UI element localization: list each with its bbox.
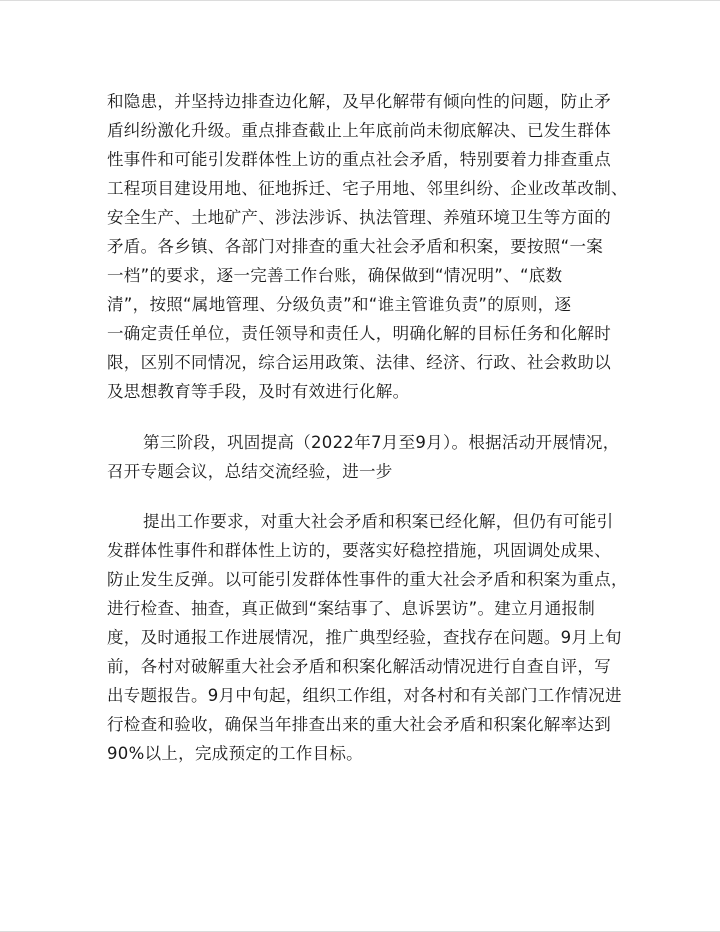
text-line: 矛盾。各乡镇、各部门对排查的重大社会矛盾和积案，要按照“一案: [107, 237, 604, 256]
text-line: 工程项目建设用地、征地拆迁、宅子用地、邻里纠纷、企业改革改制、: [107, 179, 628, 198]
text-line: 及思想教育等手段，及时有效进行化解。: [107, 382, 410, 401]
text-line: 一确定责任单位，责任领导和责任人，明确化解的目标任务和化解时: [107, 324, 611, 343]
text-line: 防止发生反弹。以可能引发群体性事件的重大社会矛盾和积案为重点，: [107, 570, 628, 589]
text-line: 发群体性事件和群体性上访的，要落实好稳控措施，巩固调处成果、: [107, 541, 611, 560]
text-line: 90%以上，完成预定的工作目标。: [107, 744, 363, 763]
text-line: 行检查和验收，确保当年排查出来的重大社会矛盾和积案化解率达到: [107, 715, 611, 734]
text-line: 性事件和可能引发群体性上访的重点社会矛盾，特别要着力排查重点: [107, 150, 611, 169]
text-line: 进行检查、抽查，真正做到“案结事了、息诉罢访”。建立月通报制: [107, 599, 596, 618]
text-line: 安全生产、土地矿产、涉法涉诉、执法管理、养殖环境卫生等方面的: [107, 208, 611, 227]
text-line: 限，区别不同情况，综合运用政策、法律、经济、行政、社会救助以: [107, 353, 611, 372]
text-line: 前，各村对破解重大社会矛盾和积案化解活动情况进行自查自评，写: [107, 657, 611, 676]
text-line: 和隐患，并坚持边排查边化解，及早化解带有倾向性的问题，防止矛: [107, 92, 611, 111]
top-edge-divider: [0, 0, 720, 1]
text-line: 第三阶段，巩固提高（2022年7月至9月）。根据活动开展情况，: [143, 433, 620, 452]
text-line: 一档”的要求，逐一完善工作台账，确保做到“情况明”、“底数: [107, 266, 563, 285]
text-line: 出专题报告。9月中旬起，组织工作组，对各村和有关部门工作情况进: [107, 686, 622, 705]
text-line: 度，及时通报工作进展情况，推广典型经验，查找存在问题。9月上旬: [107, 628, 622, 647]
text-line: 召开专题会议，总结交流经验，进一步: [107, 462, 393, 481]
text-line: 盾纠纷激化升级。重点排查截止上年底前尚未彻底解决、已发生群体: [107, 121, 611, 140]
text-line: 清”，按照“属地管理、分级负责”和“谁主管谁负责”的原则，逐: [107, 295, 572, 314]
text-line: 提出工作要求，对重大社会矛盾和积案已经化解，但仍有可能引: [143, 512, 614, 531]
